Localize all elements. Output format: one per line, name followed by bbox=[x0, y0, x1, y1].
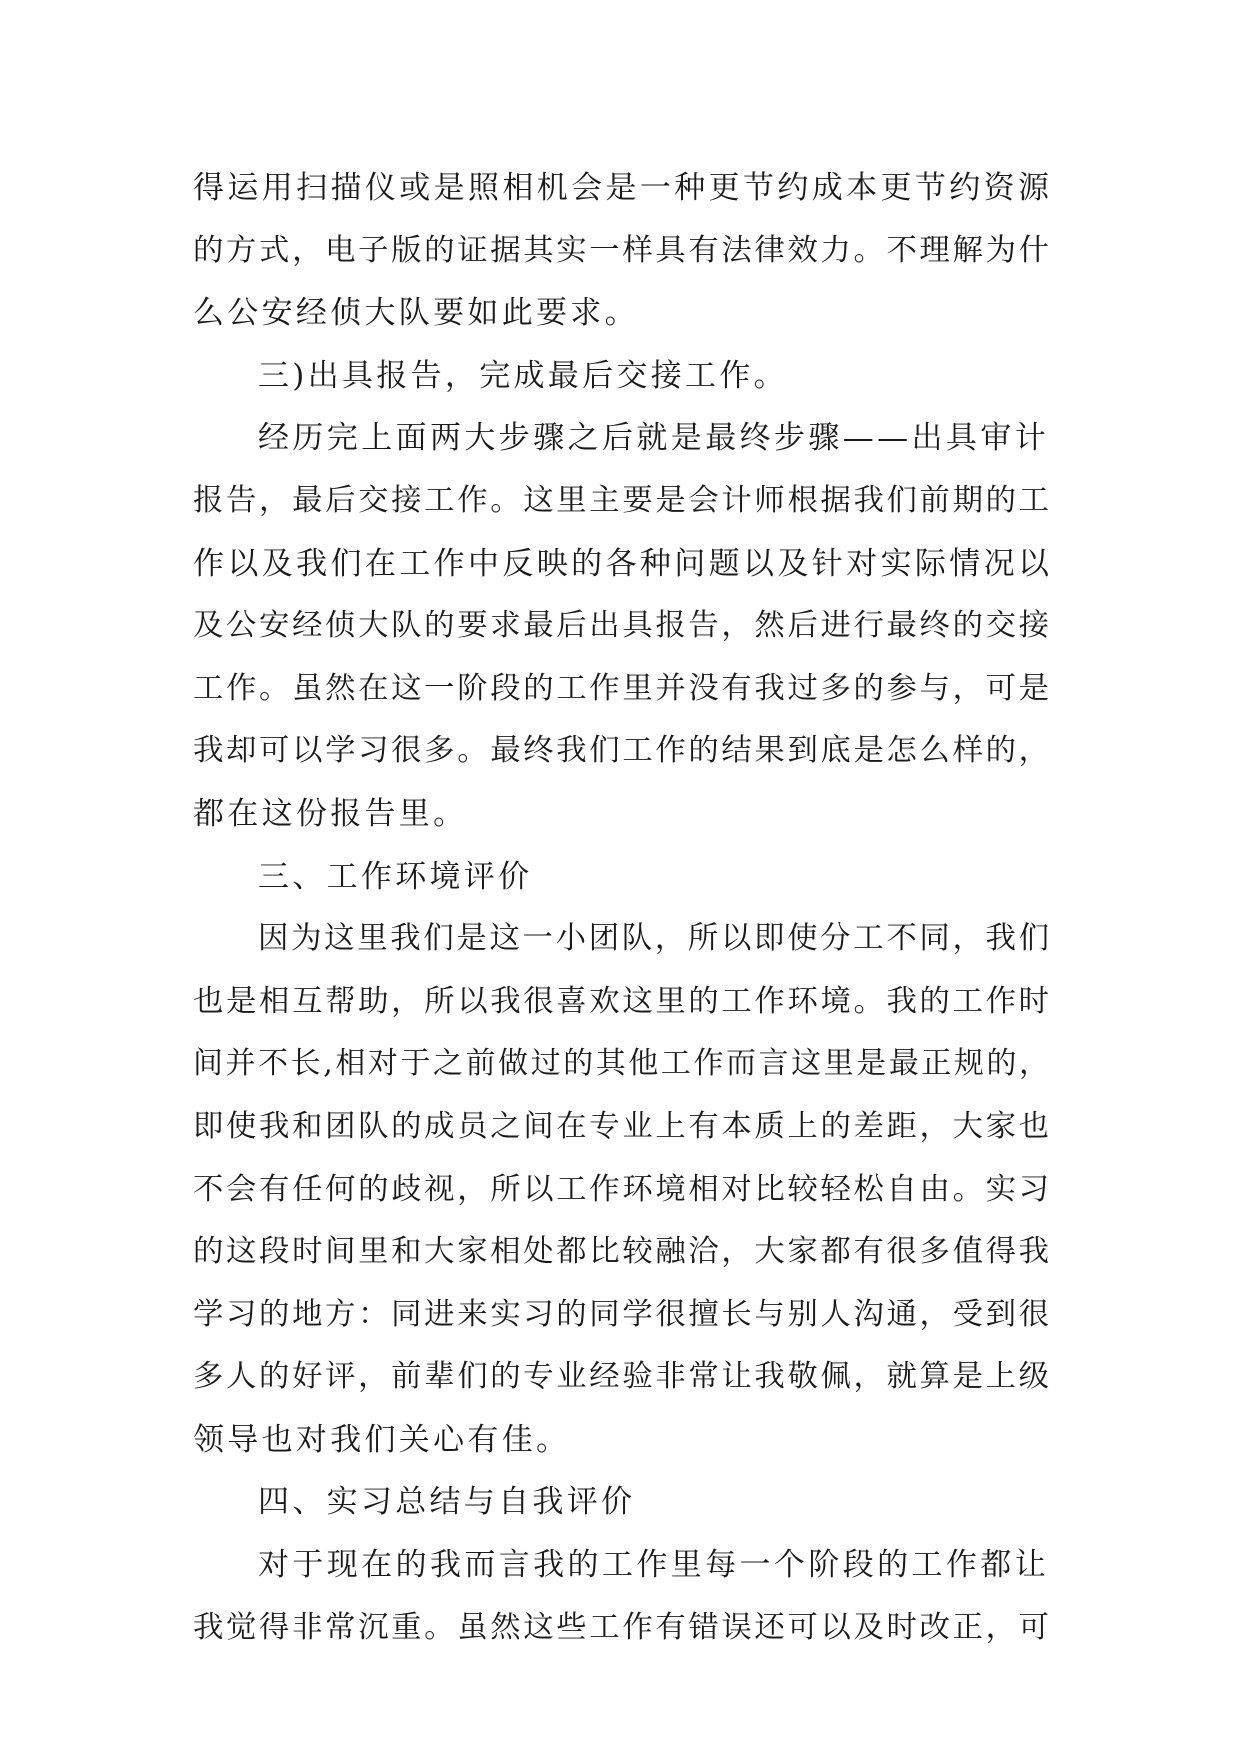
text-line: 也是相互帮助，所以我很喜欢这里的工作环境。我的工作时 bbox=[193, 983, 1049, 1019]
text-line: 工作。虽然在这一阶段的工作里并没有我过多的参与，可是 bbox=[193, 670, 1049, 706]
text-line: 及公安经侦大队的要求最后出具报告，然后进行最终的交接 bbox=[193, 608, 1049, 644]
text-line: 多人的好评，前辈们的专业经验非常让我敬佩，就算是上级 bbox=[193, 1359, 1049, 1395]
text-line: 学习的地方：同进来实习的同学很擅长与别人沟通，受到很 bbox=[193, 1296, 1049, 1332]
text-line: 都在这份报告里。 bbox=[193, 795, 468, 832]
text-line: 报告，最后交接工作。这里主要是会计师根据我们前期的工 bbox=[193, 482, 1049, 518]
text-line: 对于现在的我而言我的工作里每一个阶段的工作都让 bbox=[258, 1547, 1049, 1584]
text-line: 我却可以学习很多。最终我们工作的结果到底是怎么样的， bbox=[193, 733, 1049, 769]
text-line: 得运用扫描仪或是照相机会是一种更节约成本更节约资源 bbox=[193, 170, 1049, 206]
section-heading: 三、工作环境评价 bbox=[258, 858, 533, 895]
text-line: 我觉得非常沉重。虽然这些工作有错误还可以及时改正，可 bbox=[193, 1609, 1049, 1645]
text-line: 不会有任何的歧视，所以工作环境相对比较轻松自由。实习 bbox=[193, 1171, 1049, 1207]
text-line: 间并不长,相对于之前做过的其他工作而言这里是最正规的， bbox=[193, 1046, 1049, 1082]
text-line: 领导也对我们关心有佳。 bbox=[193, 1421, 571, 1458]
text-line: 因为这里我们是这一小团队，所以即使分工不同，我们 bbox=[258, 921, 1049, 957]
text-line: 的这段时间里和大家相处都比较融洽，大家都有很多值得我 bbox=[193, 1234, 1049, 1270]
text-line: 经历完上面两大步骤之后就是最终步骤——出具审计 bbox=[258, 420, 1049, 457]
document-body bbox=[193, 157, 1049, 1659]
text-line: 作以及我们在工作中反映的各种问题以及针对实际情况以 bbox=[193, 545, 1049, 582]
text-line: 么公安经侦大队要如此要求。 bbox=[193, 295, 639, 332]
text-line: 的方式，电子版的证据其实一样具有法律效力。不理解为什 bbox=[193, 232, 1049, 268]
section-heading: 四、实习总结与自我评价 bbox=[258, 1484, 636, 1521]
text-line: 即使我和团队的成员之间在专业上有本质上的差距，大家也 bbox=[193, 1108, 1049, 1144]
section-heading: 三)出具报告，完成最后交接工作。 bbox=[258, 357, 788, 394]
